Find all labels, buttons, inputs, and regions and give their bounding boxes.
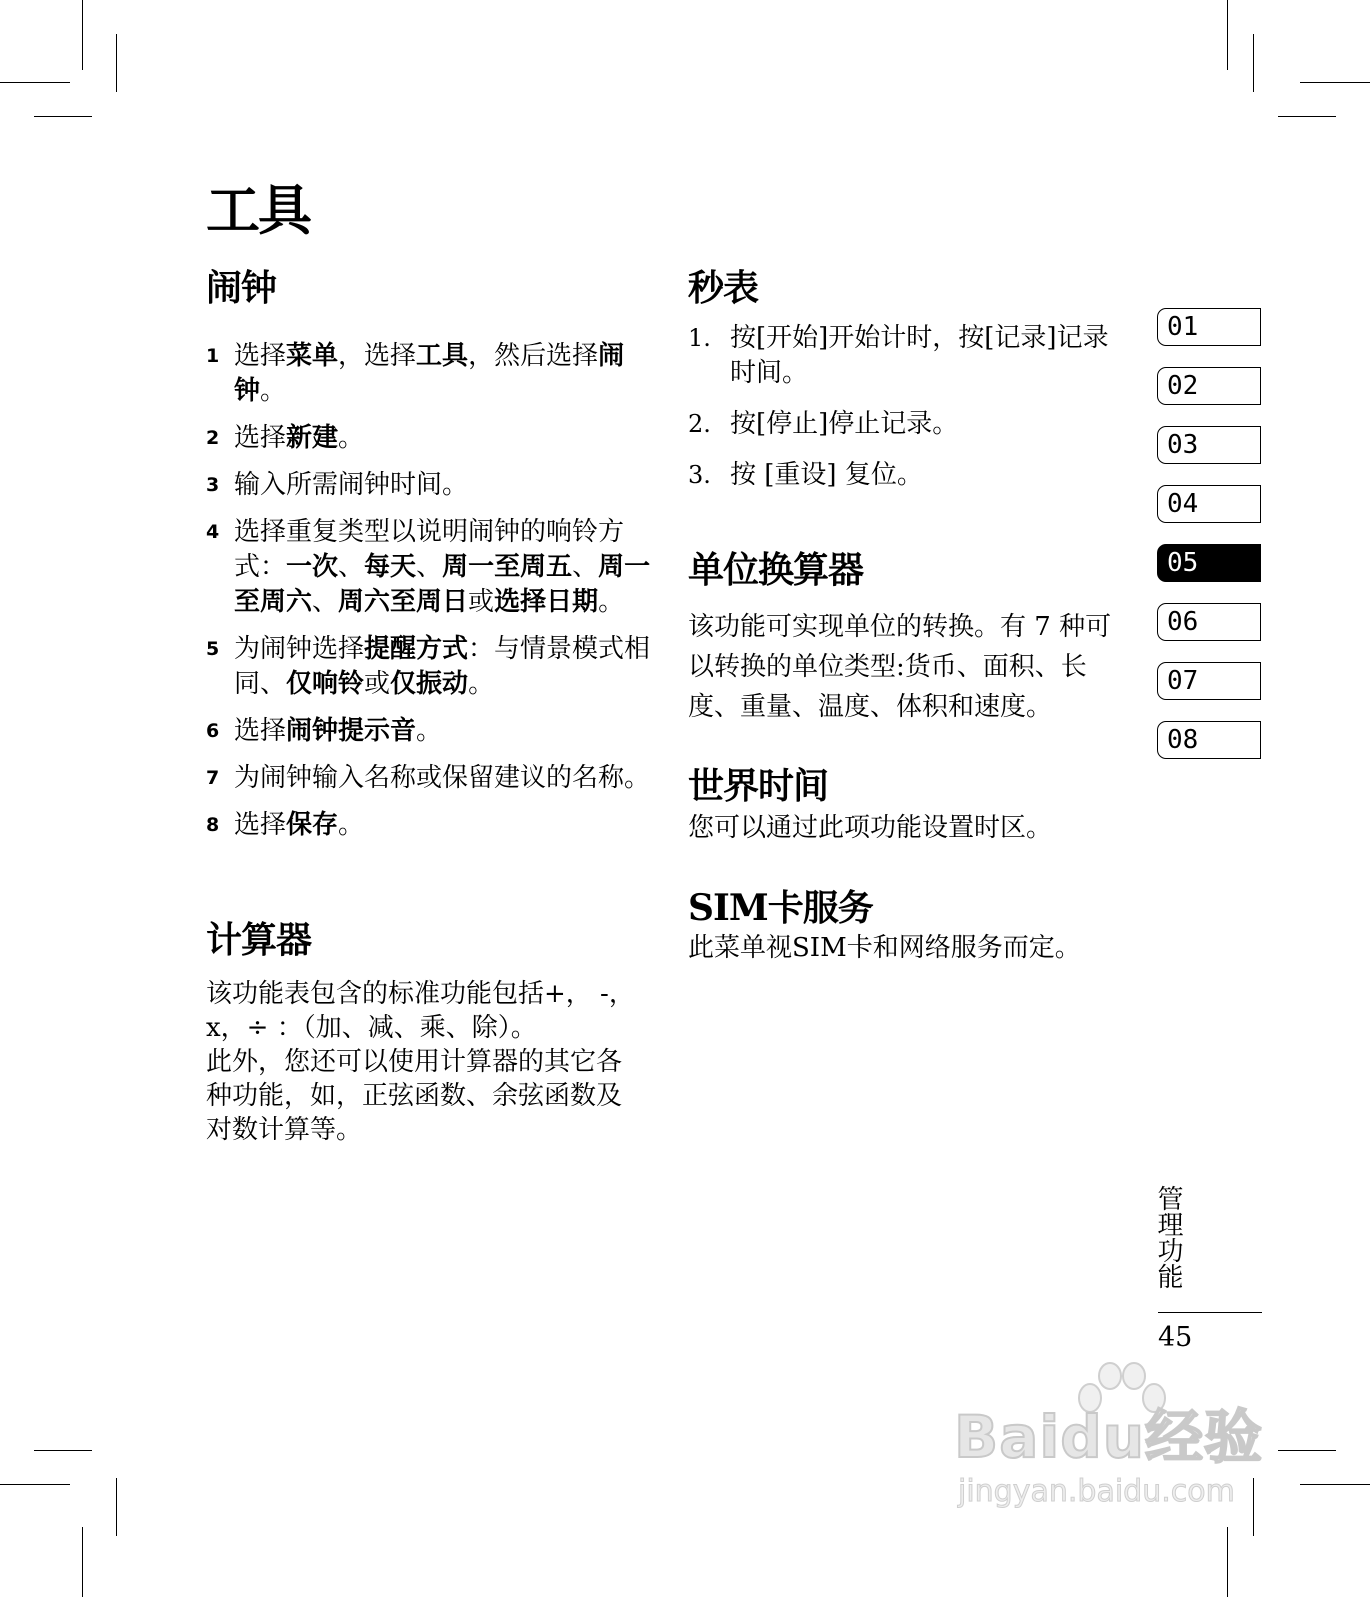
chapter-tab-03[interactable]: 03 (1157, 426, 1261, 464)
converter-text: 该功能可实现单位的转换。有 7 种可以转换的单位类型:货币、面积、长度、重量、温度、体积和速度。 (688, 612, 1112, 722)
alarm-step-text: 选择重复类型以说明闹钟的响铃方式：一次、每天、周一至周五、周一至周六、周六至周日或选择日期。 (234, 517, 651, 617)
chapter-tab-01[interactable]: 01 (1157, 308, 1261, 346)
calculator-line: x，÷ ：（加、减、乘、除）。 (206, 1013, 537, 1043)
crop-mark (34, 1450, 92, 1451)
alarm-step (206, 632, 656, 702)
crop-mark (82, 1527, 83, 1597)
watermark-url: jingyan.baidu.com (958, 1474, 1235, 1509)
converter-heading: 单位换算器 (688, 549, 864, 591)
stopwatch-steps (688, 321, 1118, 493)
crop-mark (1253, 34, 1254, 92)
section-side-label: 管理功能 (1153, 1185, 1183, 1289)
calculator-text (206, 977, 656, 1147)
alarm-step-number: 1 (206, 345, 220, 367)
alarm-step (206, 339, 656, 409)
stopwatch-step (688, 407, 1118, 442)
page-number: 45 (1158, 1322, 1193, 1353)
alarm-step-text: 选择保存。 (234, 810, 365, 840)
crop-mark (116, 34, 117, 92)
crop-mark (1227, 0, 1228, 70)
page-title: 工具 (206, 178, 310, 242)
stopwatch-step (688, 458, 1118, 493)
stopwatch-step-number: 1. (688, 324, 711, 352)
alarm-step-text: 选择闹钟提示音。 (234, 716, 443, 746)
chapter-tab-07[interactable]: 07 (1157, 662, 1261, 700)
baidu-watermark (954, 1368, 1264, 1518)
crop-mark (0, 82, 70, 83)
chapter-tab-05[interactable]: 05 (1157, 544, 1261, 582)
chapter-tab-04[interactable]: 04 (1157, 485, 1261, 523)
world-time-text: 您可以通过此项功能设置时区。 (688, 813, 1053, 843)
crop-mark (1300, 82, 1370, 83)
crop-mark (1300, 1484, 1370, 1485)
stopwatch-heading: 秒表 (688, 267, 759, 309)
sim-heading: SIM卡服务 (688, 887, 873, 929)
alarm-steps (206, 339, 656, 843)
crop-mark (34, 116, 92, 117)
alarm-heading: 闹钟 (206, 267, 277, 309)
calculator-line: 种功能，如，正弦函数、余弦函数及 (206, 1081, 623, 1111)
alarm-step-number: 6 (206, 720, 220, 742)
stopwatch-step-text: 按[停止]停止记录。 (730, 409, 959, 439)
stopwatch-step-number: 2. (688, 410, 711, 438)
alarm-step (206, 468, 656, 503)
alarm-step-text: 为闹钟选择提醒方式：与情景模式相同、仅响铃或仅振动。 (234, 634, 651, 699)
chapter-tab-08[interactable]: 08 (1157, 721, 1261, 759)
alarm-step-text: 输入所需闹钟时间。 (234, 470, 469, 500)
calculator-line: 该功能表包含的标准功能包括+， -， (206, 979, 635, 1009)
crop-mark (1227, 1527, 1228, 1597)
alarm-step (206, 421, 656, 456)
alarm-step-number: 5 (206, 638, 220, 660)
side-rule (1158, 1312, 1262, 1313)
crop-mark (0, 1484, 70, 1485)
crop-mark (82, 0, 83, 70)
crop-mark (1278, 116, 1336, 117)
calculator-heading: 计算器 (206, 919, 312, 961)
alarm-step-number: 2 (206, 427, 220, 449)
alarm-step-number: 8 (206, 814, 220, 836)
crop-mark (116, 1478, 117, 1536)
world-time-heading: 世界时间 (688, 765, 829, 807)
chapter-tab-02[interactable]: 02 (1157, 367, 1261, 405)
calculator-line: 此外，您还可以使用计算器的其它各 (206, 1047, 623, 1077)
alarm-step-text: 为闹钟输入名称或保留建议的名称。 (234, 763, 651, 793)
alarm-step (206, 515, 656, 620)
chapter-tab-06[interactable]: 06 (1157, 603, 1261, 641)
stopwatch-step-number: 3. (688, 461, 711, 489)
stopwatch-step-text: 按[开始]开始计时，按[记录]记录时间。 (730, 323, 1109, 388)
alarm-step (206, 761, 656, 796)
stopwatch-step-text: 按 [重设] 复位。 (730, 460, 923, 490)
stopwatch-step (688, 321, 1118, 391)
alarm-step-text: 选择菜单，选择工具，然后选择闹钟。 (234, 341, 625, 406)
calculator-line: 对数计算等。 (206, 1115, 363, 1145)
sim-text: 此菜单视SIM卡和网络服务而定。 (688, 933, 1081, 963)
alarm-step (206, 714, 656, 749)
crop-mark (1278, 1450, 1336, 1451)
alarm-step-text: 选择新建。 (234, 423, 365, 453)
alarm-step-number: 7 (206, 767, 220, 789)
right-column (688, 265, 1118, 965)
alarm-step (206, 808, 656, 843)
watermark-brand: Baidu经验 (954, 1403, 1264, 1471)
left-column (206, 265, 656, 1147)
alarm-step-number: 4 (206, 521, 220, 543)
alarm-step-number: 3 (206, 474, 220, 496)
